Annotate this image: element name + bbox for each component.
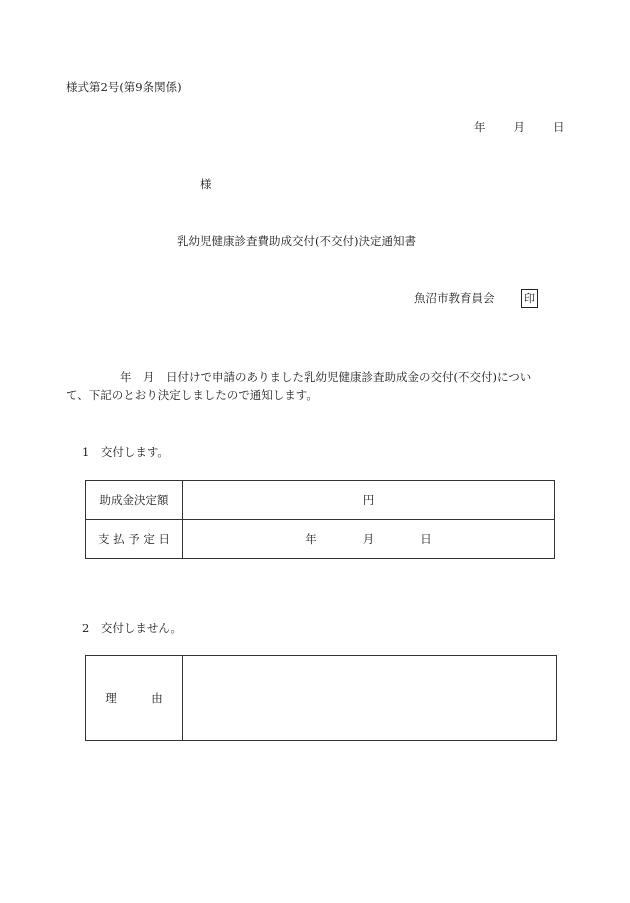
section-2-heading: 2 交付しません。 [82,621,183,635]
issue-date-year: 年 [474,120,486,134]
seal-mark: 印 [521,289,538,308]
issue-date [474,120,565,134]
document-title: 乳幼児健康診査費助成交付(不交付)決定通知書 [177,234,416,248]
form-number: 様式第2号(第9条関係) [66,80,182,94]
payment-date-label: 支 払 予 定 日 [86,520,183,559]
grant-amount-label: 助成金決定額 [86,481,183,520]
issue-date-day: 日 [553,120,565,134]
addressee-suffix: 様 [200,177,212,191]
reason-field [183,656,557,741]
body-text-line-2: て、下記のとおり決定しましたので通知します。 [66,388,318,402]
table-row [86,520,555,559]
grant-amount-field: 円 [183,481,555,520]
table-row [86,481,555,520]
table-row [86,656,557,741]
section-1-heading: 1 交付します。 [82,445,169,459]
issuer-name: 魚沼市教育員会 [414,291,495,305]
grant-decision-table [85,480,555,559]
payment-date-field: 年 月 日 [183,520,555,559]
body-text-line-1: 年 月 日付けで申請のありました乳幼児健康診査助成金の交付(不交付)につい [120,370,532,384]
issue-date-month: 月 [513,120,525,134]
reason-table [85,655,557,741]
reason-label: 理 由 [86,656,183,741]
